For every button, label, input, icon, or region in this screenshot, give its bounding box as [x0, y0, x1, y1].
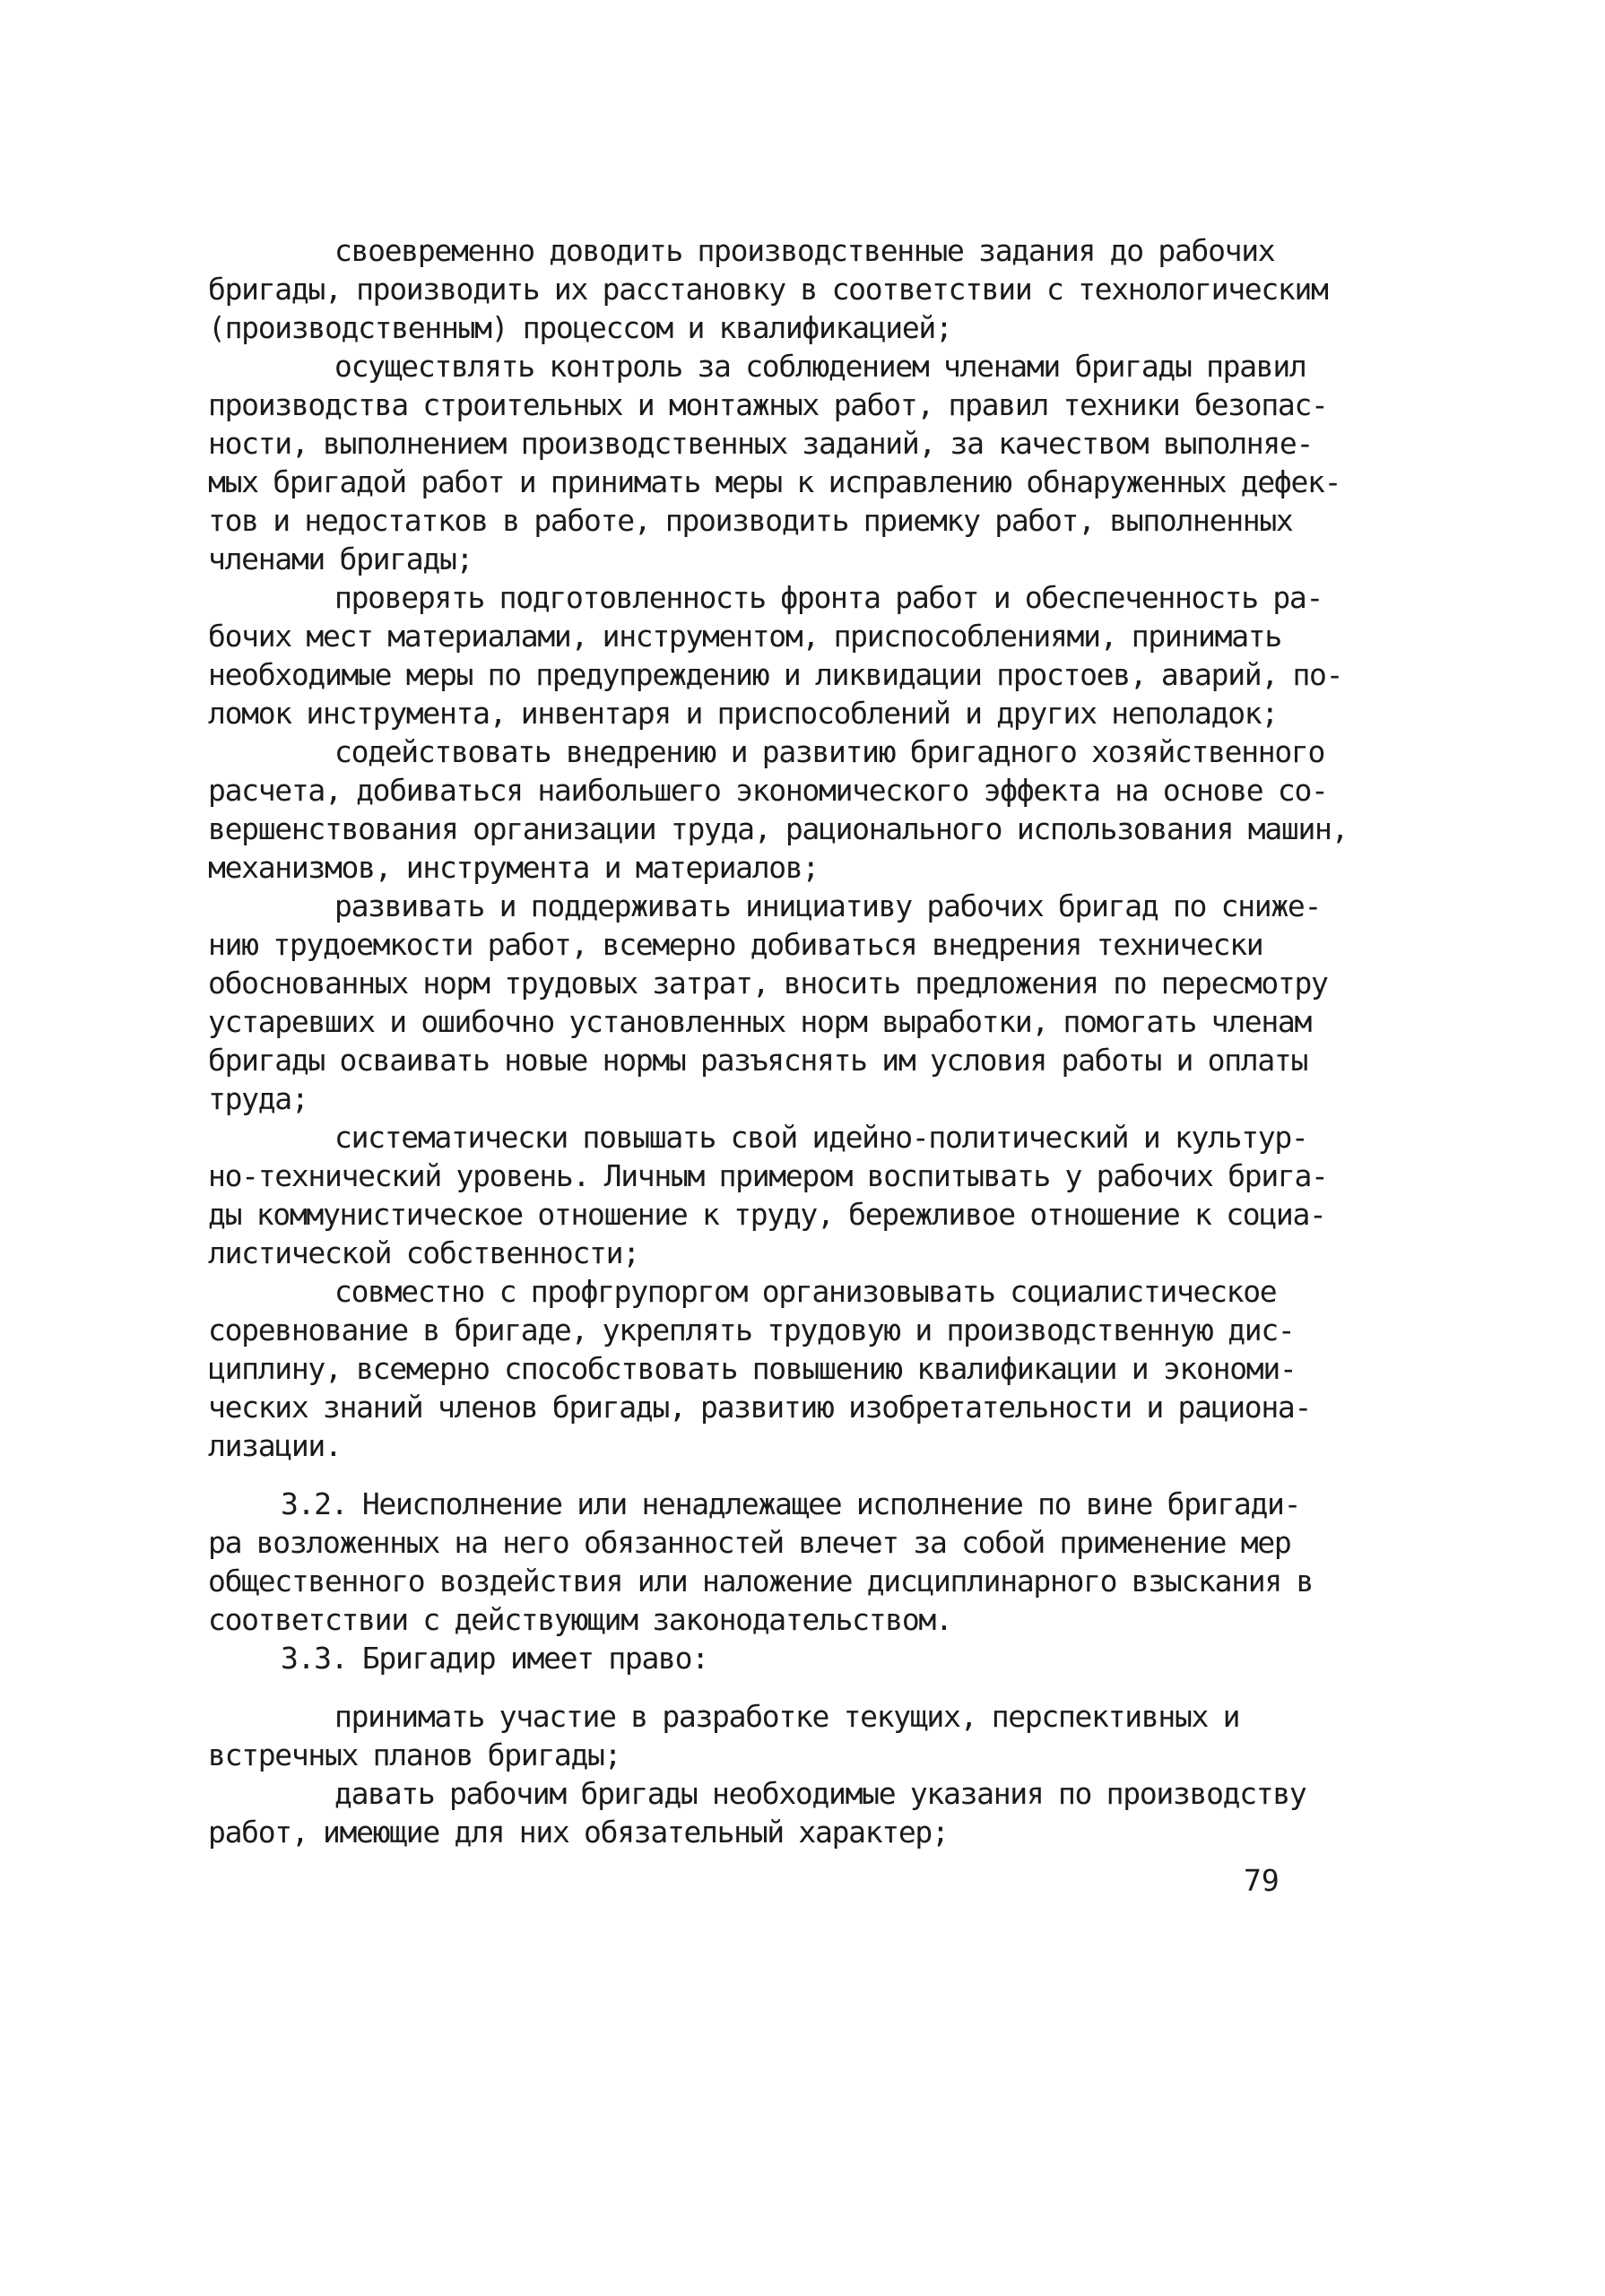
text-line: лизации.: [208, 1428, 342, 1463]
text-line: ческих знаний членов бригады, развитию изобретательности и рациона-: [208, 1390, 1312, 1425]
text-line: 3.2. Неисполнение или ненадлежащее исполнение по вине бригади-: [281, 1486, 1301, 1521]
text-line: развивать и поддерживать инициативу рабочих бригад по сниже-: [334, 888, 1322, 923]
text-line: ности, выполнением производственных заданий, за качеством выполняе-: [208, 426, 1314, 461]
text-line: членами бригады;: [208, 542, 473, 576]
text-line: систематически повышать свой идейно-политический и культур-: [334, 1120, 1308, 1155]
text-line: но-технический уровень. Личным примером воспитывать у рабочих брига-: [208, 1158, 1328, 1193]
text-line: (производственным) процессом и квалификацией;: [208, 310, 952, 345]
text-line: необходимые меры по предупреждению и ликвидации простоев, аварий, по-: [208, 657, 1343, 692]
text-line: совместно с профгрупоргом организовывать социалистическое: [334, 1274, 1277, 1309]
text-line: расчета, добиваться наибольшего экономического эффекта на основе со-: [208, 773, 1328, 808]
text-line: давать рабочим бригады необходимые указания по производству: [334, 1776, 1306, 1811]
document-body: [208, 231, 1349, 1851]
text-line: устаревших и ошибочно установленных норм выработки, помогать членам: [208, 1004, 1312, 1039]
text-line: труда;: [208, 1081, 308, 1116]
text-line: мых бригадой работ и принимать меры к исправлению обнаруженных дефек-: [208, 464, 1341, 499]
text-line: вершенствования организации труда, рационального использования машин,: [208, 811, 1349, 846]
text-line: ды коммунистическое отношение к труду, бережливое отношение к социа-: [208, 1197, 1326, 1232]
text-line: принимать участие в разработке текущих, перспективных и: [334, 1699, 1240, 1734]
text-line: обоснованных норм трудовых затрат, вносить предложения по пересмотру: [208, 966, 1328, 1001]
text-line: работ, имеющие для них обязательный характер;: [208, 1815, 949, 1850]
text-line: механизмов, инструмента и материалов;: [208, 850, 820, 885]
text-line: содействовать внедрению и развитию бригадного хозяйственного: [334, 734, 1325, 769]
text-line: ломок инструмента, инвентаря и приспособлений и других неполадок;: [208, 696, 1278, 731]
text-line: ра возложенных на него обязанностей влечет за собой применение мер: [208, 1525, 1291, 1560]
text-line: листической собственности;: [208, 1235, 639, 1270]
text-line: нию трудоемкости работ, всемерно добиваться внедрения технически: [208, 927, 1263, 962]
text-line: общественного воздействия или наложение дисциплинарного взыскания в: [208, 1564, 1314, 1599]
page-number: 79: [1244, 1863, 1280, 1898]
text-line: своевременно доводить производственные задания до рабочих: [334, 233, 1275, 268]
text-line: тов и недостатков в работе, производить приемку работ, выполненных: [208, 503, 1293, 538]
text-line: производства строительных и монтажных работ, правил техники безопас-: [208, 387, 1328, 422]
text-line: соревнование в бригаде, укреплять трудовую и производственную дис-: [208, 1313, 1295, 1347]
text-line: встречных планов бригады;: [208, 1737, 621, 1772]
text-line: 3.3. Бригадир имеет право:: [281, 1641, 708, 1676]
text-line: соответствии с действующим законодательством.: [208, 1602, 952, 1637]
text-line: бригады, производить их расстановку в соответствии с технологическим: [208, 272, 1328, 307]
text-line: бочих мест материалами, инструментом, приспособлениями, принимать: [208, 619, 1281, 654]
text-line: циплину, всемерно способствовать повышению квалификации и экономи-: [208, 1351, 1297, 1386]
text-line: бригады осваивать новые нормы разъяснять им условия работы и оплаты: [208, 1043, 1308, 1078]
text-line: осуществлять контроль за соблюдением членами бригады правил: [334, 349, 1306, 384]
text-line: проверять подготовленность фронта работ и обеспеченность ра-: [334, 580, 1323, 615]
